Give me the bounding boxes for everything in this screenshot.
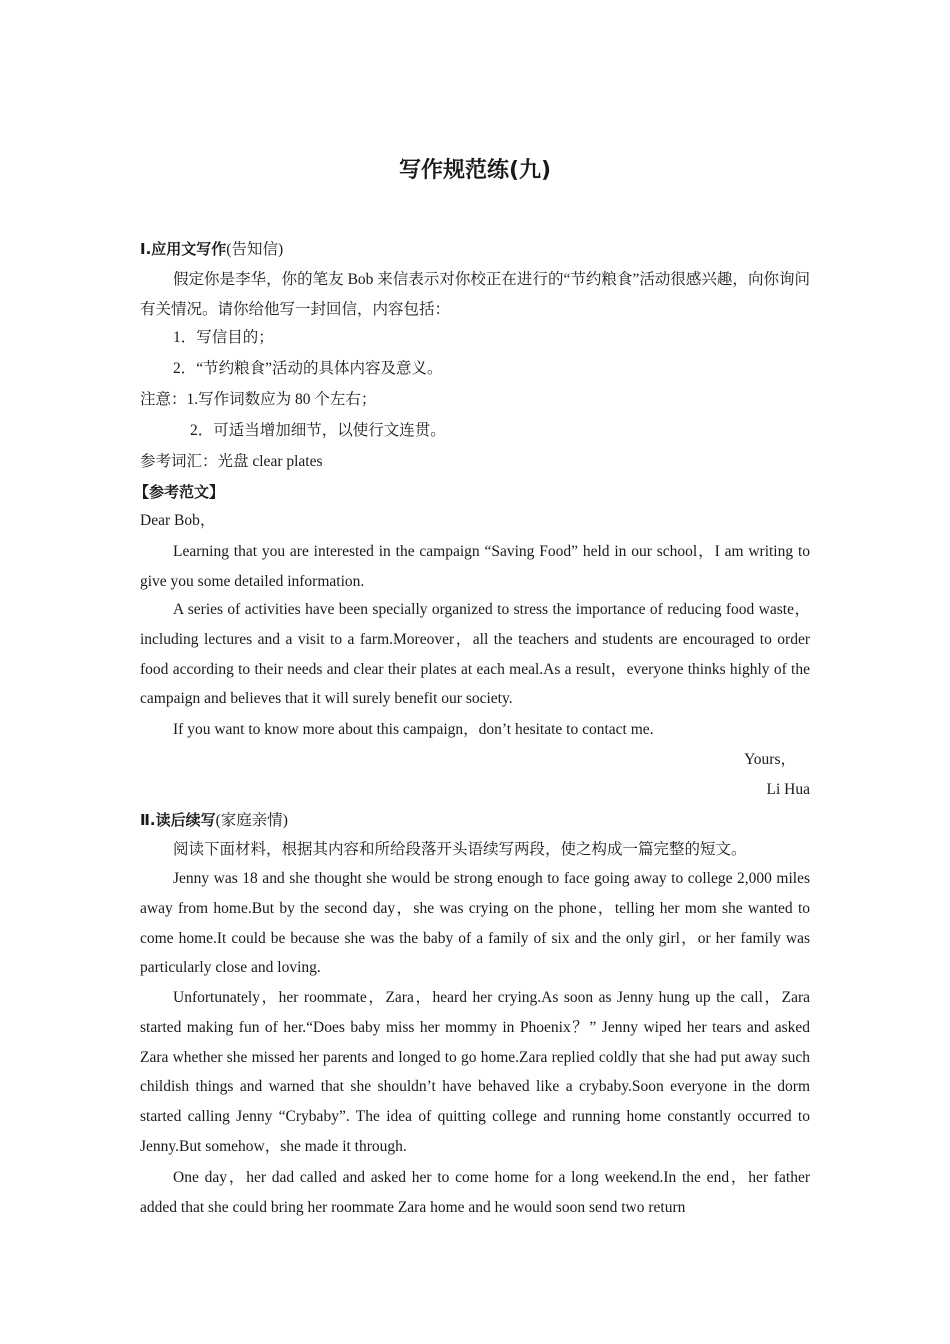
letter-paragraph-1: Learning that you are interested in the campaign “Saving Food” held in our school，I am writing to give you some detailed information. [140, 543, 810, 590]
section1-prompt: 假定你是李华，你的笔友 Bob 来信表示对你校正在进行的“节约粮食”活动很感兴趣，向你询问有关情况。请你给他写一封回信，内容包括： [140, 271, 810, 318]
section1-vocab: 参考词汇：光盘 clear plates [140, 453, 323, 470]
sample-label: 【参考范文】 [134, 483, 225, 501]
section1-note-1: 注意：1.写作词数应为 80 个左右； [140, 391, 377, 408]
section1-heading [140, 237, 810, 262]
section2-heading-label: Ⅱ.读后续写 [140, 811, 216, 829]
section1-note-2: 2．可适当增加细节，以使行文连贯。 [190, 422, 446, 439]
letter-paragraph-3: If you want to know more about this campaign，don’t hesitate to contact me. [173, 721, 654, 738]
page-title: 写作规范练(九) [398, 158, 552, 183]
section1-heading-type: (告知信) [226, 241, 284, 258]
letter-closing: Yours， [744, 751, 796, 768]
section1-point-2: 2．“节约粮食”活动的具体内容及意义。 [173, 360, 443, 377]
letter-signature: Li Hua [766, 781, 810, 798]
story-paragraph-1: Jenny was 18 and she thought she would be strong enough to face going away to college 2,000 miles away from home.But by the second day，she was crying on the phone，telling her mom she wanted to come home.It could be because she was the baby of a family of six and the only girl，or her family was particularly close and loving. [140, 870, 810, 977]
letter-greeting: Dear Bob， [140, 512, 216, 529]
section2-instruction: 阅读下面材料，根据其内容和所给段落开头语续写两段，使之构成一篇完整的短文。 [173, 841, 747, 858]
section1-heading-label: Ⅰ.应用文写作 [140, 240, 227, 258]
story-paragraph-2: Unfortunately，her roommate，Zara，heard her crying.As soon as Jenny hung up the call，Zara started making fun of her.“Does baby miss her mommy in Phoenix？” Jenny wiped her tears and asked Zara whether she missed her parents and longed to go home.Zara replied coldly that she had put away such childish things and warned that she shouldn’t have behaved like a crybaby.Soon everyone in the dorm started calling Jenny “Crybaby”. The idea of quitting college and running home constantly occurred to Jenny.But somehow，she made it through. [140, 989, 810, 1155]
section2-heading [140, 808, 810, 833]
section2-heading-type: (家庭亲情) [215, 812, 288, 829]
section1-point-1: 1．写信目的； [173, 329, 274, 346]
letter-paragraph-2: A series of activities have been specially organized to stress the importance of reducing food waste，including lectures and a visit to a farm.Moreover，all the teachers and students are encouraged to order food according to their needs and clear their plates at each meal.As a result，everyone thinks highly of the campaign and believes that it will surely benefit our society. [140, 601, 810, 708]
story-paragraph-3: One day，her dad called and asked her to come home for a long weekend.In the end，her father added that she could bring her roommate Zara home and he would soon send two return [140, 1169, 810, 1216]
